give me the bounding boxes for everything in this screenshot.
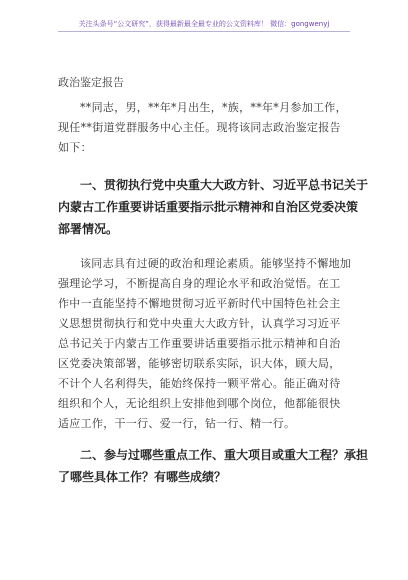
intro-line: 如下： bbox=[58, 141, 92, 154]
intro-line: **同志，男，**年*月出生，*族，**年*月参加工作， bbox=[80, 101, 347, 114]
body-line: 组织和个人，无论组织上安排他到哪个岗位，他都能很快 bbox=[58, 397, 341, 410]
intro-paragraph bbox=[58, 98, 356, 158]
body-line: 作中一直能坚持不懈地贯彻习近平新时代中国特色社会主 bbox=[58, 297, 341, 310]
body-line: 区党委决策部署，能够密切联系实际，识大体，顾大局， bbox=[58, 357, 341, 370]
section-1-heading bbox=[58, 174, 369, 240]
heading-line: 内蒙古工作重要讲话重要指示批示精神和自治区党委决策 bbox=[58, 200, 359, 214]
heading-line: 了哪些具体工作？有哪些成绩？ bbox=[58, 470, 227, 484]
header-divider bbox=[58, 31, 350, 32]
section-1-body bbox=[58, 254, 356, 434]
heading-line: 二、参与过哪些重点工作、重大项目或重大工程？承担 bbox=[80, 448, 369, 462]
section-2-heading bbox=[58, 444, 369, 488]
heading-line: 一、贯彻执行党中央重大大政方针、习近平总书记关于 bbox=[80, 178, 369, 192]
header-notice: 关注头条号“公文研究”，获得最新最全最专业的公文资料库！ 微信：gongwenyj bbox=[78, 20, 330, 28]
document-title: 政治鉴定报告 bbox=[58, 76, 124, 89]
intro-line: 现任**街道党群服务中心主任。现将该同志政治鉴定报告 bbox=[58, 121, 341, 134]
body-line: 不计个人名利得失，能始终保持一颗平常心。能正确对待 bbox=[58, 377, 341, 390]
body-line: 强理论学习，不断提高自身的理论水平和政治觉悟。在工 bbox=[58, 277, 341, 290]
body-line: 义思想贯彻执行和党中央重大大政方针，认真学习习近平 bbox=[58, 317, 341, 330]
body-line: 该同志具有过硬的政治和理论素质。能够坚持不懈地加 bbox=[80, 257, 352, 270]
body-line: 适应工作，干一行、爱一行，钻一行、精一行。 bbox=[58, 417, 296, 430]
heading-line: 部署情况。 bbox=[58, 222, 119, 236]
body-line: 总书记关于内蒙古工作重要讲话重要指示批示精神和自治 bbox=[58, 337, 341, 350]
